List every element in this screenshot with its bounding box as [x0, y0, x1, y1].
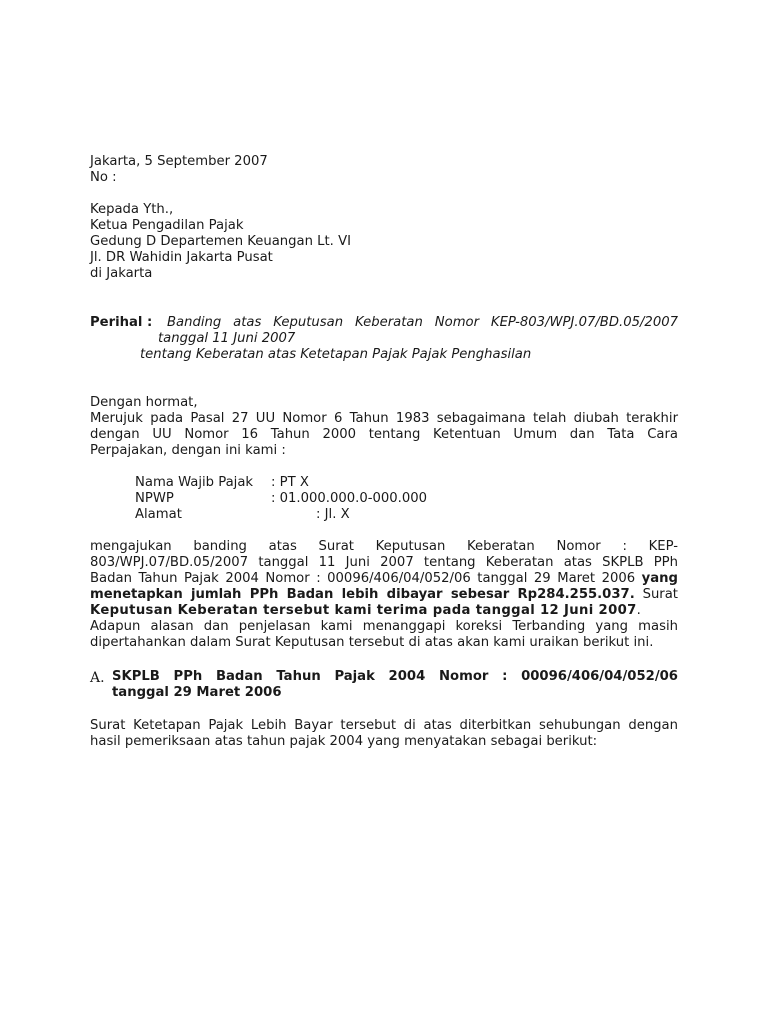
- taxpayer-npwp-value: : 01.000.000.0-000.000: [271, 491, 428, 506]
- recipient-salutation: Kepada Yth.,: [90, 202, 174, 217]
- taxpayer-name-label: Nama Wajib Pajak: [135, 475, 254, 490]
- opening-line-1: Merujuk pada Pasal 27 UU Nomor 6 Tahun 1983 sebagaimana telah diubah terakhir: [90, 411, 678, 426]
- taxpayer-address-value: : Jl. X: [316, 507, 350, 522]
- body-line-3: [90, 571, 678, 587]
- subject-line-2: tanggal 11 Juni 2007: [158, 331, 296, 346]
- taxpayer-npwp-label: NPWP: [135, 491, 174, 506]
- recipient-line-3: Jl. DR Wahidin Jakarta Pusat: [90, 250, 273, 265]
- body-line-5: [90, 603, 678, 619]
- place-date: Jakarta, 5 September 2007: [90, 154, 268, 169]
- section-a-paragraph-line-2: hasil pemeriksaan atas tahun pajak 2004 yang menyatakan sebagai berikut:: [90, 734, 598, 749]
- body-line-5-bold: Keputusan Keberatan tersebut kami terima pada tanggal 12 Juni 2007: [90, 603, 637, 618]
- body-line-4: [90, 587, 678, 603]
- section-a-marker: A.: [90, 670, 105, 686]
- section-a-title-line-1: SKPLB PPh Badan Tahun Pajak 2004 Nomor : 00096/406/04/052/06: [112, 669, 678, 684]
- body-line-3-text: Badan Tahun Pajak 2004 Nomor : 00096/406/04/052/06 tanggal 29 Maret 2006: [90, 571, 636, 586]
- subject-line-1: Banding atas Keputusan Keberatan Nomor KEP-803/WPJ.07/BD.05/2007: [167, 315, 678, 330]
- opening-line-2: dengan UU Nomor 16 Tahun 2000 tentang Ketentuan Umum dan Tata Cara: [90, 427, 678, 442]
- body-line-4-bold: menetapkan jumlah PPh Badan lebih dibayar sebesar Rp284.255.037.: [90, 587, 635, 602]
- recipient-line-2: Gedung D Departemen Keuangan Lt. VI: [90, 234, 351, 249]
- section-a-paragraph-line-1: Surat Ketetapan Pajak Lebih Bayar tersebut di atas diterbitkan sehubungan dengan: [90, 718, 678, 733]
- taxpayer-name-value: : PT X: [271, 475, 309, 490]
- body-line-4-text: Surat: [642, 587, 678, 602]
- recipient-line-1: Ketua Pengadilan Pajak: [90, 218, 244, 233]
- subject-label: Perihal :: [90, 315, 153, 330]
- subject-line-3: tentang Keberatan atas Ketetapan Pajak Pajak Penghasilan: [140, 347, 532, 362]
- opening-line-3: Perpajakan, dengan ini kami :: [90, 443, 286, 458]
- greeting: Dengan hormat,: [90, 395, 198, 410]
- body-line-2: 803/WPJ.07/BD.05/2007 tanggal 11 Juni 2007 tentang Keberatan atas SKPLB PPh: [90, 555, 678, 570]
- body-line-7: dipertahankan dalam Surat Keputusan tersebut di atas akan kami uraikan berikut ini.: [90, 635, 654, 650]
- taxpayer-address-label: Alamat: [135, 507, 182, 522]
- section-a-title-line-2: tanggal 29 Maret 2006: [112, 685, 282, 700]
- body-line-3-bold: yang: [641, 571, 678, 586]
- body-line-6: Adapun alasan dan penjelasan kami menanggapi koreksi Terbanding yang masih: [90, 619, 678, 634]
- body-line-1: mengajukan banding atas Surat Keputusan Keberatan Nomor : KEP-: [90, 539, 678, 554]
- recipient-line-4: di Jakarta: [90, 266, 153, 281]
- letter-number: No :: [90, 170, 117, 185]
- body-line-5-end: .: [636, 603, 641, 618]
